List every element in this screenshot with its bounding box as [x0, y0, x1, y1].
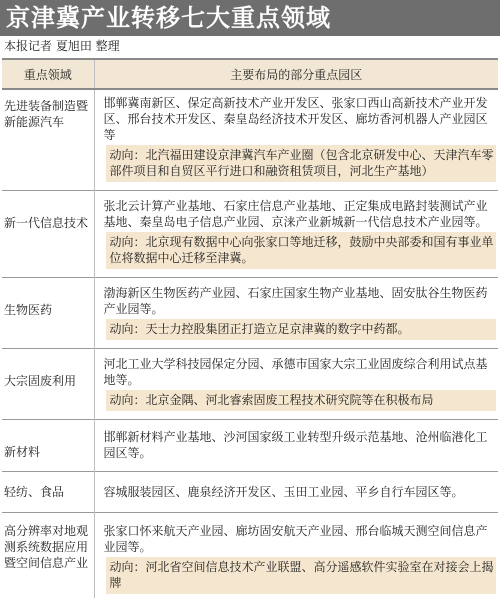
column-header-parks: 主要布局的部分重点园区 [94, 59, 498, 89]
table-row [2, 349, 498, 391]
field-name: 轻纺、食品 [2, 472, 94, 513]
parks-text: 张北云计算产业基地、石家庄信息产业基地、正定集成电路封装测试产业基地、秦皇岛电子信息产业园、京涞产业新城新一代信息技术产业园等。 [94, 191, 498, 233]
dynamic-note: 动向：河北省空间信息技术产业联盟、高分遥感软件实验室在对接会上揭牌 [106, 557, 497, 594]
key-fields-table [2, 58, 498, 598]
field-name: 新一代信息技术 [2, 191, 94, 278]
parks-text: 容城服装园区、鹿泉经济开发区、玉田工业园、平乡自行车园区等。 [94, 472, 498, 513]
field-name: 高分辨率对地观测系统数据应用暨空间信息产业 [2, 513, 94, 598]
field-name: 大宗固废利用 [2, 349, 94, 420]
table-row [2, 420, 498, 472]
parks-text: 张家口怀来航天产业园、廊坊固安航天产业园、邢台临城天测空间信息产业园等。 [94, 513, 498, 558]
dynamic-note: 动向：北汽福田建设京津冀汽车产业圈（包含北京研发中心、天津汽车零部件项目和自贸区平行进口和融资租赁项目，河北生产基地） [106, 145, 497, 182]
table-row [2, 89, 498, 145]
column-header-field: 重点领域 [2, 59, 94, 89]
parks-text: 渤海新区生物医药产业园、石家庄国家生物产业基地、固安肽谷生物医药产业园等。 [94, 278, 498, 320]
dynamic-note: 动向：天士力控股集团正打造立足京津冀的数字中药都。 [106, 319, 497, 340]
field-name: 先进装备制造暨新能源汽车 [2, 89, 94, 191]
dynamic-note: 动向：北京现有数据中心向张家口等地迁移，鼓励中央部委和国有事业单位将数据中心迁移至津冀。 [106, 232, 497, 269]
table-row [2, 513, 498, 558]
page-title: 京津冀产业转移七大重点领域 [6, 3, 331, 33]
dynamic-note: 动向：北京金隅、河北睿索固废工程技术研究院等在积极布局 [106, 390, 497, 411]
table-row [2, 472, 498, 513]
field-name: 生物医药 [2, 278, 94, 349]
parks-text: 河北工业大学科技园保定分园、承德市国家大宗工业固废综合利用试点基地等。 [94, 349, 498, 391]
table-row [2, 278, 498, 320]
parks-text: 邯郸冀南新区、保定高新技术产业开发区、张家口西山高新技术产业开发区、邢台技术开发区、秦皇岛经济技术开发区、廊坊香河机器人产业园区等 [94, 89, 498, 145]
table-row [2, 191, 498, 233]
title-bar [0, 0, 500, 36]
field-name: 新材料 [2, 420, 94, 472]
table-header-row [2, 59, 498, 89]
parks-text: 邯郸新材料产业基地、沙河国家级工业转型升级示范基地、沧州临港化工园区等。 [94, 420, 498, 472]
byline: 本报记者 夏旭田 整理 [4, 38, 120, 54]
